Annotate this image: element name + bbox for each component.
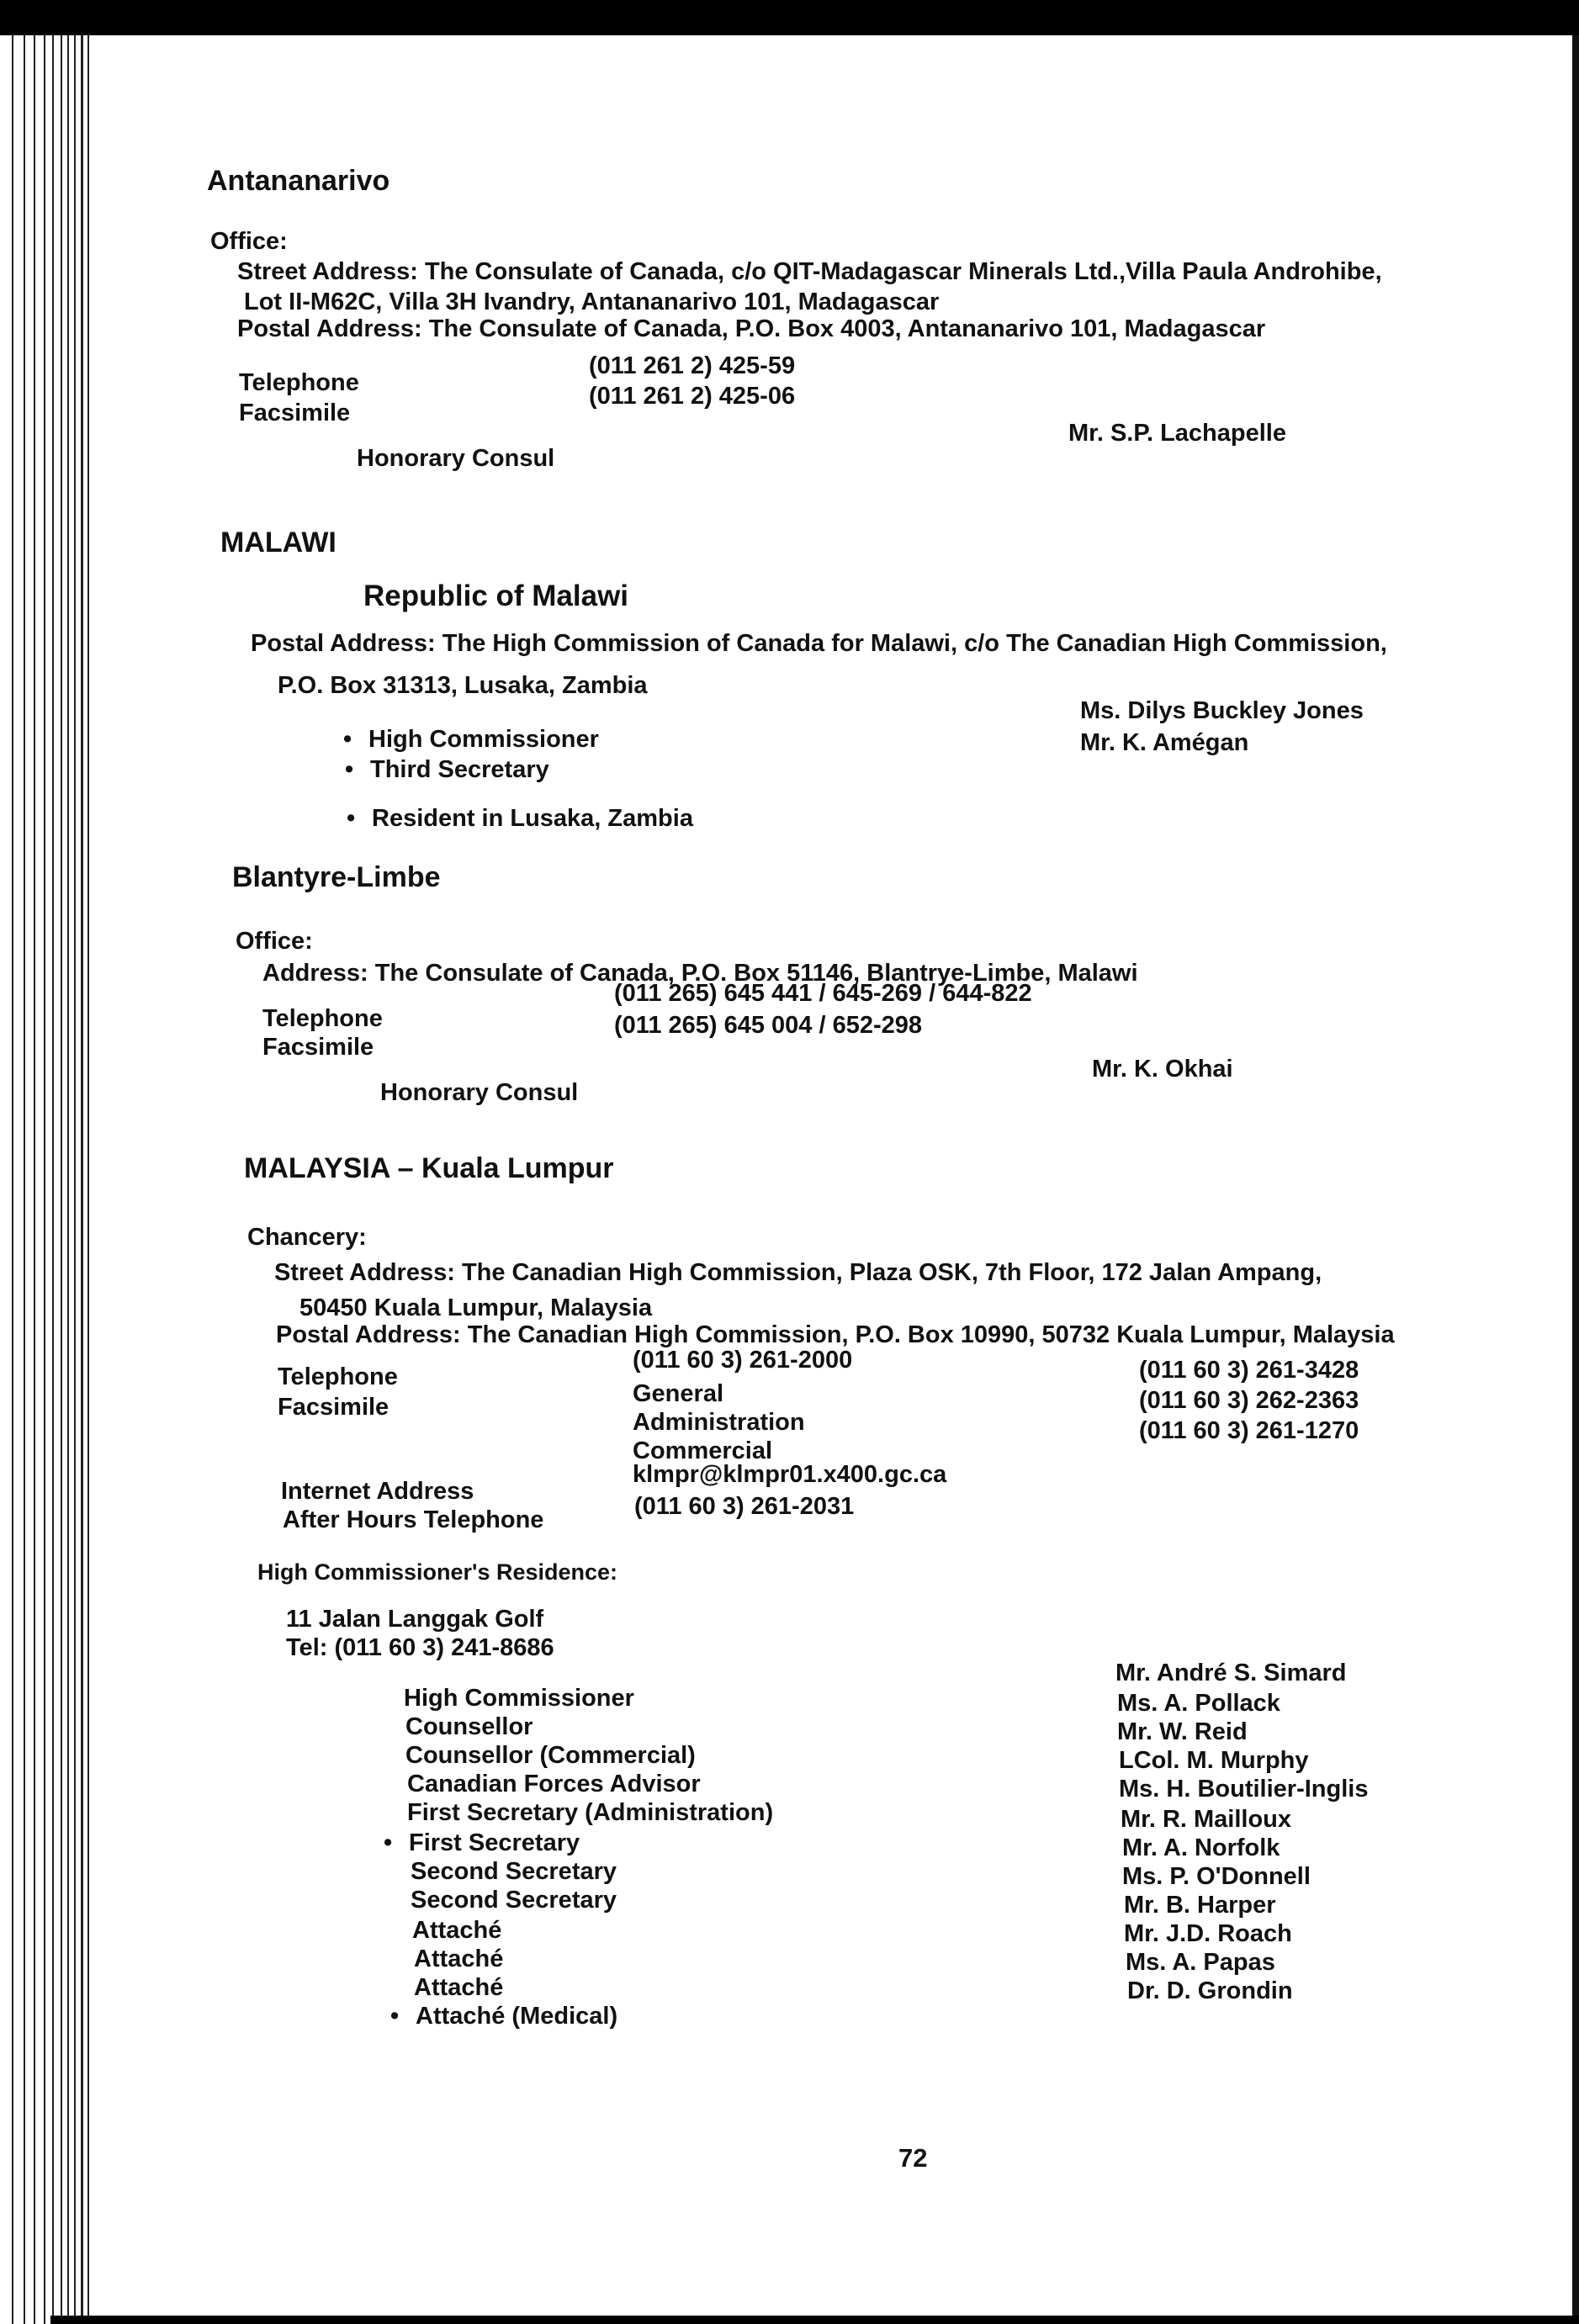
malawi-role-high-commissioner: • High Commissioner [368, 725, 599, 754]
staff-role: Counsellor [405, 1713, 533, 1740]
staff-role: Counsellor (Commercial) [405, 1742, 696, 1769]
malaysia-telephone: (011 60 3) 261-2000 [633, 1347, 853, 1374]
antananarivo-telephone: (011 261 2) 425-59 [589, 352, 796, 379]
malaysia-fax-general: (011 60 3) 261-3428 [1139, 1357, 1359, 1384]
malaysia-heading: MALAYSIA – Kuala Lumpur [244, 1152, 614, 1184]
antananarivo-heading: Antananarivo [207, 165, 390, 197]
staff-role: Second Secretary [411, 1858, 617, 1885]
staff-name: Ms. A. Pollack [1117, 1690, 1280, 1717]
staff-name: Mr. W. Reid [1117, 1718, 1248, 1745]
malaysia-fax-commercial-label: Commercial [633, 1437, 773, 1464]
antananarivo-office-label: Office: [210, 228, 288, 255]
blantyre-telephone-label: Telephone [262, 1005, 383, 1032]
antananarivo-name: Mr. S.P. Lachapelle [1068, 420, 1286, 447]
malawi-role-third-secretary: • Third Secretary [370, 755, 549, 784]
antananarivo-postal: Postal Address: The Consulate of Canada, P.O. Box 4003, Antananarivo 101, Madagascar [237, 315, 1266, 342]
blantyre-fax-label: Facsimile [262, 1034, 374, 1061]
staff-name: Mr. André S. Simard [1115, 1660, 1347, 1686]
staff-role: Second Secretary [411, 1887, 617, 1914]
malaysia-fax-general-label: General [633, 1380, 723, 1407]
staff-name: Ms. A. Papas [1126, 1949, 1275, 1976]
blantyre-name: Mr. K. Okhai [1092, 1056, 1233, 1083]
malaysia-internet-address: klmpr@klmpr01.x400.gc.ca [633, 1461, 947, 1488]
staff-role: • First Secretary [409, 1829, 580, 1857]
antananarivo-telephone-label: Telephone [239, 369, 359, 396]
malawi-republic-heading: Republic of Malawi [363, 580, 629, 612]
blantyre-role: Honorary Consul [380, 1079, 579, 1106]
antananarivo-fax-label: Facsimile [239, 400, 351, 426]
staff-name: Mr. J.D. Roach [1124, 1920, 1292, 1947]
staff-role: First Secretary (Administration) [407, 1799, 774, 1826]
staff-role: High Commissioner [404, 1685, 634, 1712]
malawi-name-high-commissioner: Ms. Dilys Buckley Jones [1080, 697, 1364, 724]
page-number: 72 [898, 2143, 928, 2173]
staff-name: LCol. M. Murphy [1119, 1747, 1309, 1774]
malawi-heading: MALAWI [220, 527, 336, 559]
malaysia-fax-admin: (011 60 3) 262-2363 [1139, 1387, 1359, 1414]
antananarivo-street-line1: Street Address: The Consulate of Canada, c/o QIT-Madagascar Minerals Ltd.,Villa Paula Androhibe, [237, 258, 1382, 285]
staff-name: Ms. P. O'Donnell [1122, 1863, 1311, 1890]
staff-role: Attaché [414, 1974, 504, 2001]
antananarivo-role: Honorary Consul [357, 445, 555, 472]
malaysia-residence-label: High Commissioner's Residence: [257, 1559, 618, 1585]
blantyre-fax: (011 265) 645 004 / 652-298 [614, 1012, 923, 1039]
malawi-postal-line1: Postal Address: The High Commission of Canada for Malawi, c/o The Canadian High Commission, [251, 630, 1387, 657]
antananarivo-street-line2: Lot II-M62C, Villa 3H Ivandry, Antananarivo 101, Madagascar [244, 289, 940, 315]
malaysia-street-line2: 50450 Kuala Lumpur, Malaysia [299, 1294, 653, 1321]
staff-role: Attaché [414, 1945, 504, 1972]
staff-role: Attaché [412, 1917, 502, 1944]
malaysia-chancery-label: Chancery: [247, 1224, 367, 1251]
malaysia-fax-commercial: (011 60 3) 261-1270 [1139, 1417, 1359, 1444]
staff-name: Mr. R. Mailloux [1121, 1806, 1292, 1833]
blantyre-telephone: (011 265) 645 441 / 645-269 / 644-822 [614, 980, 1032, 1007]
malawi-resident-note: • Resident in Lusaka, Zambia [372, 804, 693, 833]
malaysia-fax-label: Facsimile [278, 1394, 389, 1421]
antananarivo-fax: (011 261 2) 425-06 [589, 383, 796, 410]
malawi-postal-line2: P.O. Box 31313, Lusaka, Zambia [278, 672, 648, 699]
staff-role: Canadian Forces Advisor [407, 1771, 701, 1797]
malaysia-residence-address: 11 Jalan Langgak Golf [286, 1606, 544, 1633]
malaysia-internet-label: Internet Address [281, 1478, 474, 1505]
malaysia-after-hours-label: After Hours Telephone [283, 1506, 544, 1533]
blantyre-heading: Blantyre-Limbe [232, 861, 441, 893]
blantyre-address: Address: The Consulate of Canada, P.O. Box 51146, Blantrye-Limbe, Malawi [262, 960, 1138, 987]
staff-role: • Attaché (Medical) [416, 2002, 617, 2030]
malaysia-after-hours-telephone: (011 60 3) 261-2031 [634, 1493, 855, 1520]
malawi-name-third-secretary: Mr. K. Amégan [1080, 729, 1249, 756]
malaysia-fax-admin-label: Administration [633, 1409, 805, 1436]
blantyre-office-label: Office: [236, 928, 313, 955]
staff-name: Mr. A. Norfolk [1122, 1834, 1280, 1861]
malaysia-street-line1: Street Address: The Canadian High Commission, Plaza OSK, 7th Floor, 172 Jalan Ampang, [274, 1259, 1322, 1286]
staff-name: Dr. D. Grondin [1127, 1977, 1293, 2004]
malaysia-residence-telephone: Tel: (011 60 3) 241-8686 [286, 1634, 554, 1661]
staff-name: Mr. B. Harper [1124, 1892, 1276, 1919]
staff-name: Ms. H. Boutilier-Inglis [1119, 1776, 1369, 1803]
malaysia-telephone-label: Telephone [278, 1363, 398, 1390]
malaysia-postal: Postal Address: The Canadian High Commission, P.O. Box 10990, 50732 Kuala Lumpur, Malaysia [276, 1321, 1395, 1348]
